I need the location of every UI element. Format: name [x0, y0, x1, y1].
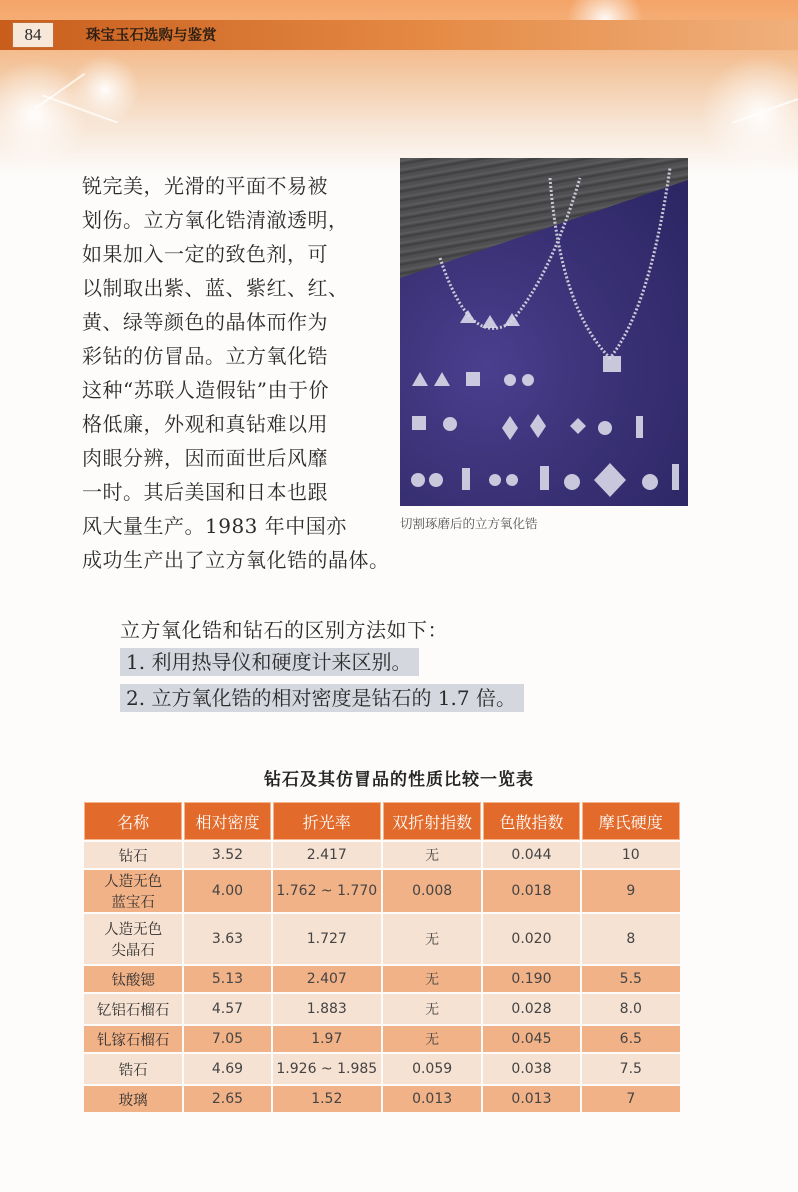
column-header: 相对密度: [184, 802, 270, 840]
column-header: 双折射指数: [383, 802, 481, 840]
paragraph-line: 一时。其后美国和日本也跟: [82, 480, 328, 504]
sparkle-decoration: [70, 55, 140, 125]
property-cell: 3.52: [184, 842, 270, 868]
property-cell: 2.407: [273, 966, 381, 992]
table-row: [84, 1026, 680, 1052]
method-2: 2. 立方氧化锆的相对密度是钻石的 1.7 倍。: [120, 684, 524, 712]
property-cell: 1.52: [273, 1086, 381, 1112]
table-row: [84, 870, 680, 912]
paragraph-line: 以制取出紫、蓝、紫红、红、: [82, 276, 349, 300]
paragraph-line: 锐完美，光滑的平面不易被: [82, 174, 328, 198]
property-cell: 4.57: [184, 994, 270, 1024]
table-row: [84, 914, 680, 964]
paragraph-line: 黄、绿等颜色的晶体而作为: [82, 310, 328, 334]
property-cell: 0.018: [483, 870, 579, 912]
paragraph-line: 肉眼分辨，因而面世后风靡: [82, 446, 328, 470]
column-header: 折光率: [273, 802, 381, 840]
property-cell: 2.65: [184, 1086, 270, 1112]
property-cell: 10: [582, 842, 680, 868]
paragraph-line: 彩钻的仿冒品。立方氧化锆: [82, 344, 328, 368]
property-cell: 0.059: [383, 1054, 481, 1084]
table-row: [84, 994, 680, 1024]
paragraph-line: 格低廉，外观和真钻难以用: [82, 412, 328, 436]
book-title: 珠宝玉石选购与鉴赏: [86, 28, 217, 44]
property-cell: 9: [582, 870, 680, 912]
table-row: [84, 1086, 680, 1112]
necklace-chain: [440, 178, 580, 328]
property-cell: 0.013: [383, 1086, 481, 1112]
gem-name-cell: 钆镓石榴石: [84, 1026, 182, 1052]
property-cell: 5.13: [184, 966, 270, 992]
property-cell: 4.69: [184, 1054, 270, 1084]
property-cell: 0.020: [483, 914, 579, 964]
table-row: [84, 966, 680, 992]
paragraph-line: 如果加入一定的致色剂，可: [82, 242, 328, 266]
paragraph-line: 这种“苏联人造假钻”由于价: [82, 378, 329, 402]
table-row: [84, 842, 680, 868]
property-cell: 0.045: [483, 1026, 579, 1052]
property-cell: 4.00: [184, 870, 270, 912]
property-cell: 8.0: [582, 994, 680, 1024]
property-cell: 1.97: [273, 1026, 381, 1052]
property-cell: 0.008: [383, 870, 481, 912]
paragraph-line: 划伤。立方氧化锆清澈透明，: [82, 208, 349, 232]
property-cell: 1.727: [273, 914, 381, 964]
property-cell: 无: [383, 994, 481, 1024]
property-cell: 1.883: [273, 994, 381, 1024]
property-cell: 无: [383, 966, 481, 992]
gem-name-cell: 钛酸锶: [84, 966, 182, 992]
property-cell: 0.038: [483, 1054, 579, 1084]
jewelry-photo: [400, 158, 688, 506]
property-cell: 2.417: [273, 842, 381, 868]
property-cell: 0.044: [483, 842, 579, 868]
column-header: 名称: [84, 802, 182, 840]
necklace-chain: [550, 168, 670, 358]
property-cell: 0.013: [483, 1086, 579, 1112]
page-number: 84: [12, 22, 54, 48]
photo-caption: 切割琢磨后的立方氧化锆: [400, 516, 538, 531]
method-1: 1. 利用热导仪和硬度计来区别。: [120, 648, 419, 676]
gem-name-cell: 钻石: [84, 842, 182, 868]
property-cell: 无: [383, 1026, 481, 1052]
paragraph-line: 风大量生产。1983 年中国亦: [82, 514, 347, 538]
table-row: [84, 1054, 680, 1084]
property-cell: 0.190: [483, 966, 579, 992]
gem-name-cell: 人造无色 蓝宝石: [84, 870, 182, 912]
property-cell: 6.5: [582, 1026, 680, 1052]
gem-name-cell: 钇铝石榴石: [84, 994, 182, 1024]
column-header: 摩氏硬度: [582, 802, 680, 840]
paragraph-line: 成功生产出了立方氧化锆的晶体。: [82, 548, 390, 572]
property-cell: 3.63: [184, 914, 270, 964]
column-header: 色散指数: [483, 802, 579, 840]
comparison-table: [82, 800, 682, 1114]
intro-line: 立方氧化锆和钻石的区别方法如下：: [120, 618, 448, 642]
gem-name-cell: 锆石: [84, 1054, 182, 1084]
property-cell: 1.926 ~ 1.985: [273, 1054, 381, 1084]
loose-gems: [411, 372, 679, 497]
table-header-row: [84, 802, 680, 840]
property-cell: 5.5: [582, 966, 680, 992]
property-cell: 7: [582, 1086, 680, 1112]
property-cell: 无: [383, 842, 481, 868]
property-cell: 1.762 ~ 1.770: [273, 870, 381, 912]
necklace-and-gems-illustration: [400, 158, 688, 506]
property-cell: 无: [383, 914, 481, 964]
property-cell: 0.028: [483, 994, 579, 1024]
gem-row: [460, 310, 621, 372]
gem-name-cell: 人造无色 尖晶石: [84, 914, 182, 964]
property-cell: 7.5: [582, 1054, 680, 1084]
gem-name-cell: 玻璃: [84, 1086, 182, 1112]
table-title: 钻石及其仿冒品的性质比较一览表: [264, 770, 534, 790]
property-cell: 8: [582, 914, 680, 964]
property-cell: 7.05: [184, 1026, 270, 1052]
